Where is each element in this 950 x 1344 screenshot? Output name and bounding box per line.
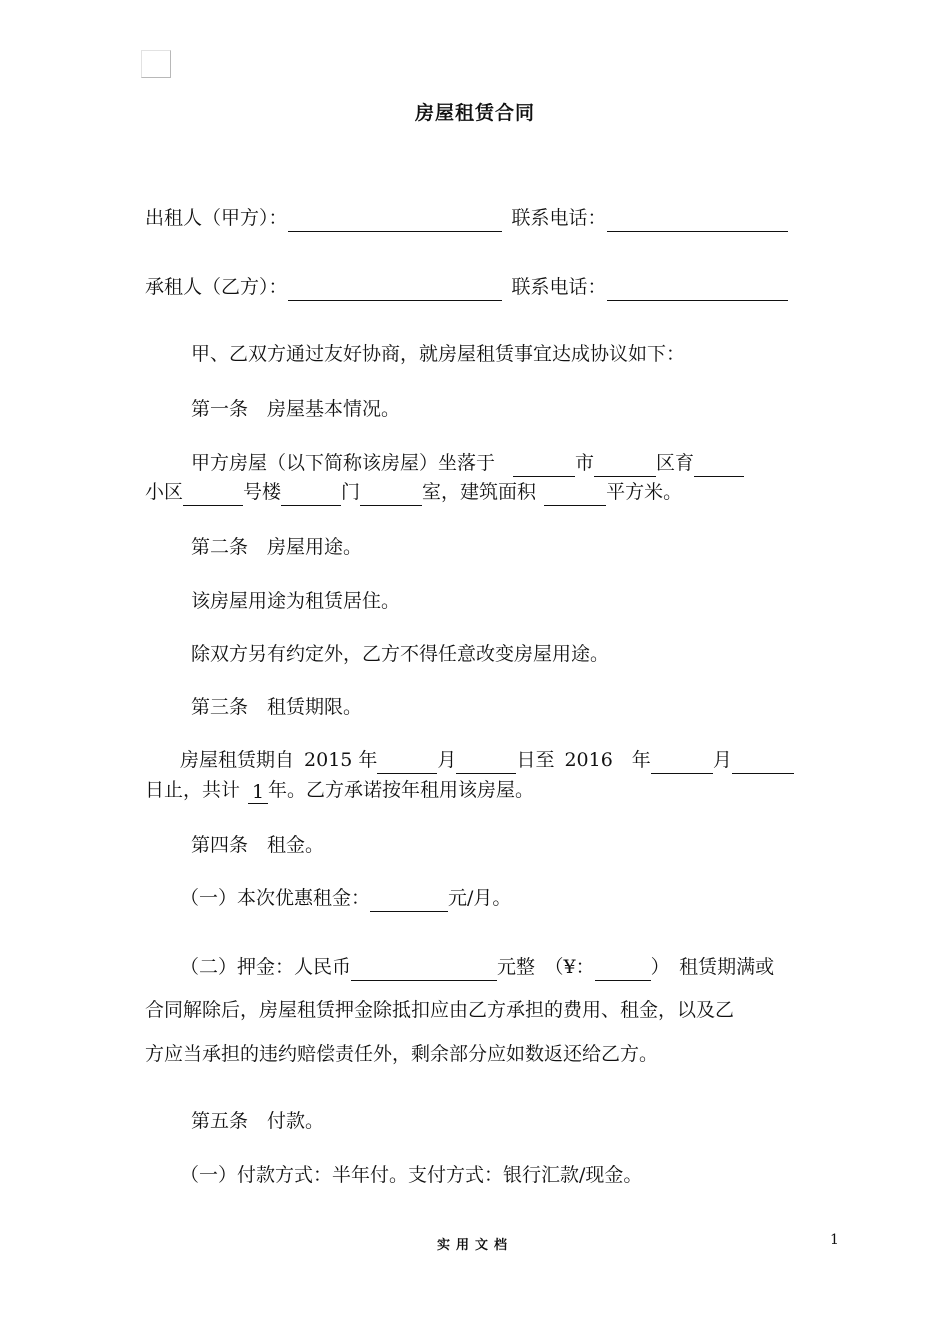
start-month-blank[interactable] <box>377 751 437 774</box>
lessor-line <box>145 204 788 232</box>
deposit-numeric-blank[interactable] <box>595 958 651 981</box>
page-corner-mark <box>141 50 171 78</box>
lessee-line <box>145 273 788 301</box>
page-number: 1 <box>830 1232 839 1248</box>
unit-blank[interactable] <box>281 483 341 506</box>
deposit-paragraph-line-2: 合同解除后，房屋租赁押金除抵扣应由乙方承担的费用、租金，以及乙 <box>145 999 735 1021</box>
district-blank[interactable] <box>594 454 656 477</box>
start-day-blank[interactable] <box>456 751 516 774</box>
article-1-location-line <box>191 449 744 477</box>
room-label: 室，建筑面积 <box>422 481 537 503</box>
location-text: 甲方房屋（以下简称该房屋）坐落于 <box>191 452 496 474</box>
article-3-term-line <box>180 746 794 774</box>
start-month-label: 月 <box>437 749 457 771</box>
total-years-text: 年。乙方承诺按年租用该房屋。 <box>268 779 535 801</box>
deposit-term-text: ） 租赁期满或 <box>650 956 775 978</box>
lessor-phone-blank[interactable] <box>607 209 788 232</box>
end-month-blank[interactable] <box>651 751 713 774</box>
article-4-title: 第四条 租金。 <box>191 834 325 856</box>
article-2-restriction: 除双方另有约定外，乙方不得任意改变房屋用途。 <box>191 643 610 665</box>
intro-paragraph: 甲、乙双方通过友好协商，就房屋租赁事宜达成协议如下： <box>191 343 686 365</box>
rent-blank[interactable] <box>370 889 448 912</box>
article-3-title: 第三条 租赁期限。 <box>191 696 363 718</box>
article-5-title: 第五条 付款。 <box>191 1110 325 1132</box>
article-2-usage: 该房屋用途为租赁居住。 <box>191 590 401 612</box>
deposit-yuan-label: 元整 （¥： <box>497 956 595 978</box>
document-title: 房屋租赁合同 <box>414 102 535 124</box>
term-text: 房屋租赁期自 <box>180 749 295 771</box>
lessor-name-blank[interactable] <box>288 209 502 232</box>
rent-line <box>180 884 511 912</box>
building-label: 号楼 <box>243 481 282 503</box>
lessor-phone-label: 联系电话： <box>511 207 607 229</box>
unit-label: 门 <box>341 481 361 503</box>
start-year: 2015 年 <box>304 749 378 771</box>
city-label: 市 <box>575 452 595 474</box>
lessor-label: 出租人（甲方）： <box>145 207 288 229</box>
article-1-title: 第一条 房屋基本情况。 <box>191 398 401 420</box>
end-month-label: 月 <box>712 749 732 771</box>
rent-unit: 元/月。 <box>448 887 512 909</box>
building-blank[interactable] <box>183 483 243 506</box>
lessee-label: 承租人（乙方）： <box>145 276 288 298</box>
article-3-total-line <box>145 776 534 804</box>
community-blank[interactable] <box>694 454 744 477</box>
footer-label: 实用文档 <box>436 1238 513 1253</box>
lessee-phone-blank[interactable] <box>607 278 788 301</box>
article-1-address-line <box>145 478 682 506</box>
deposit-amount-blank[interactable] <box>351 958 497 981</box>
room-blank[interactable] <box>360 483 422 506</box>
total-text: 日止，共计 <box>145 779 241 801</box>
deposit-label: （二）押金：人民币 <box>180 956 352 978</box>
district-label: 区育 <box>656 452 695 474</box>
city-blank[interactable] <box>513 454 575 477</box>
lessee-name-blank[interactable] <box>288 278 502 301</box>
deposit-paragraph-line-3: 方应当承担的违约赔偿责任外，剩余部分应如数返还给乙方。 <box>145 1043 659 1065</box>
lessee-phone-label: 联系电话： <box>511 276 607 298</box>
rent-label: （一）本次优惠租金： <box>180 887 371 909</box>
area-blank[interactable] <box>544 483 606 506</box>
deposit-line <box>180 953 774 981</box>
community-label: 小区 <box>145 481 184 503</box>
day-to-label: 日至 <box>516 749 555 771</box>
end-year: 2016 年 <box>564 749 651 771</box>
total-years-value[interactable]: 1 <box>248 781 268 804</box>
area-unit: 平方米。 <box>606 481 683 503</box>
article-2-title: 第二条 房屋用途。 <box>191 536 363 558</box>
end-day-blank[interactable] <box>732 751 794 774</box>
payment-method-line: （一）付款方式：半年付。支付方式：银行汇款/现金。 <box>180 1164 643 1186</box>
